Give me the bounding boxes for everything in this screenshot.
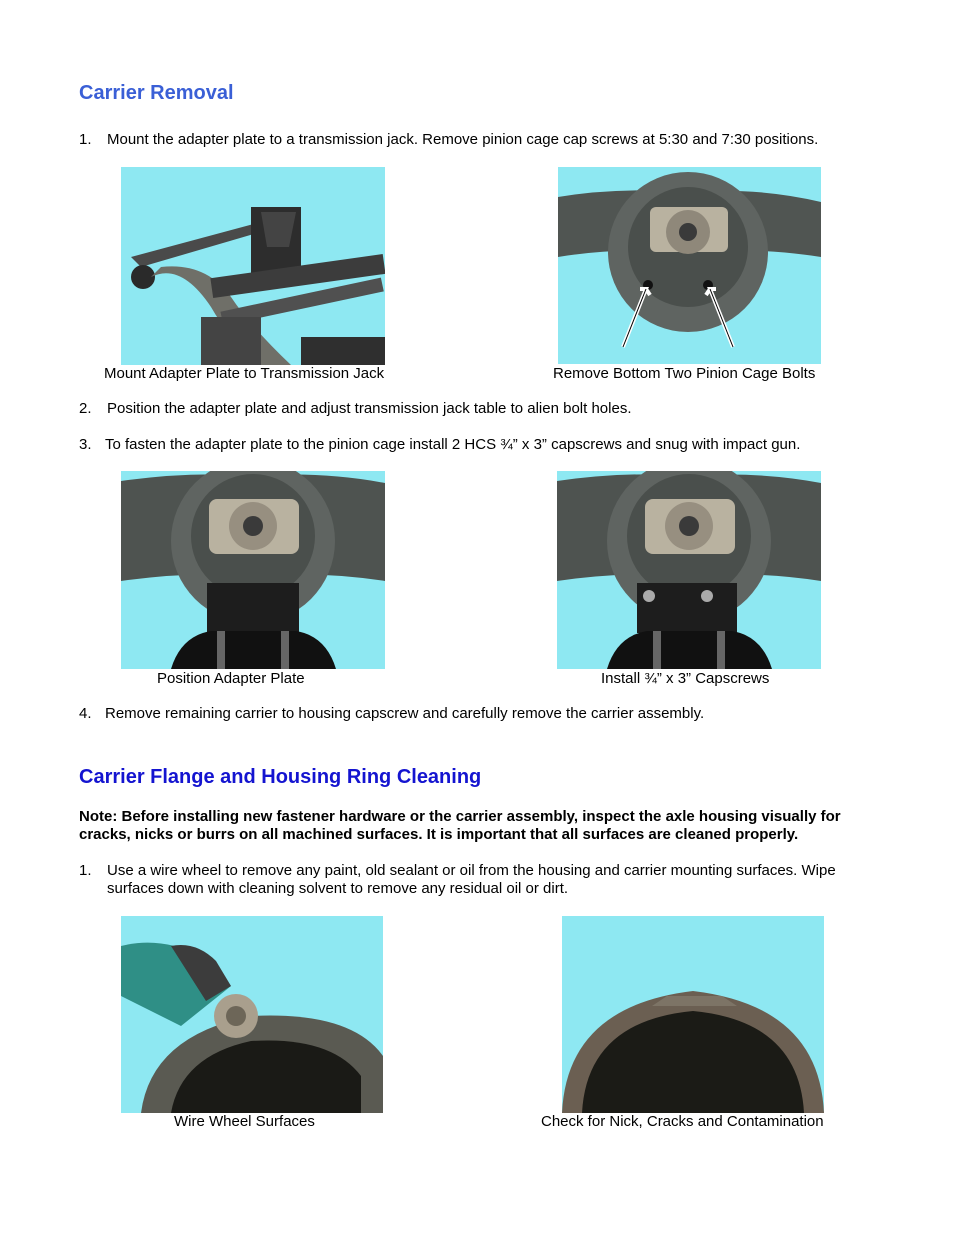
photo-wire-wheel <box>121 916 383 1113</box>
photo-caption: Position Adapter Plate <box>157 670 305 687</box>
photo-transmission-jack <box>121 167 385 365</box>
note-text: Note: Before installing new fastener hardware or the carrier assembly, inspect the axle housing visually for <box>79 808 841 825</box>
photo-install-capscrews <box>557 471 821 669</box>
photo-caption: Remove Bottom Two Pinion Cage Bolts <box>553 365 816 382</box>
step-text: Remove remaining carrier to housing capscrew and carefully remove the carrier assembly. <box>105 705 705 722</box>
step-number: 3. <box>79 436 92 453</box>
photo-housing-ring <box>562 916 824 1113</box>
photo-position-adapter-plate <box>121 471 385 669</box>
photo-caption: Install ¾” x 3” Capscrews <box>601 670 770 687</box>
step-text: surfaces down with cleaning solvent to remove any residual oil or dirt. <box>107 880 569 897</box>
step-number: 2. <box>79 400 92 417</box>
photo-pinion-cage-bolts <box>558 167 821 364</box>
step-number: 4. <box>79 705 92 722</box>
step-number: 1. <box>79 862 92 879</box>
section-title-flange-cleaning: Carrier Flange and Housing Ring Cleaning <box>79 766 482 788</box>
note-text: cracks, nicks or burrs on all machined surfaces. It is important that all surfaces are cleaned properly. <box>79 826 799 843</box>
photo-caption: Check for Nick, Cracks and Contamination <box>541 1113 824 1130</box>
step-text: Use a wire wheel to remove any paint, old sealant or oil from the housing and carrier mounting surfaces. Wipe <box>107 862 836 879</box>
step-number: 1. <box>79 131 92 148</box>
section-title-carrier-removal: Carrier Removal <box>79 82 234 104</box>
step-text: Mount the adapter plate to a transmission jack. Remove pinion cage cap screws at 5:30 and 7:30 positions. <box>107 131 819 148</box>
step-text: To fasten the adapter plate to the pinion cage install 2 HCS ¾” x 3” capscrews and snug with impact gun. <box>105 436 801 453</box>
photo-caption: Mount Adapter Plate to Transmission Jack <box>104 365 385 382</box>
photo-caption: Wire Wheel Surfaces <box>174 1113 315 1130</box>
step-text: Position the adapter plate and adjust transmission jack table to alien bolt holes. <box>107 400 632 417</box>
